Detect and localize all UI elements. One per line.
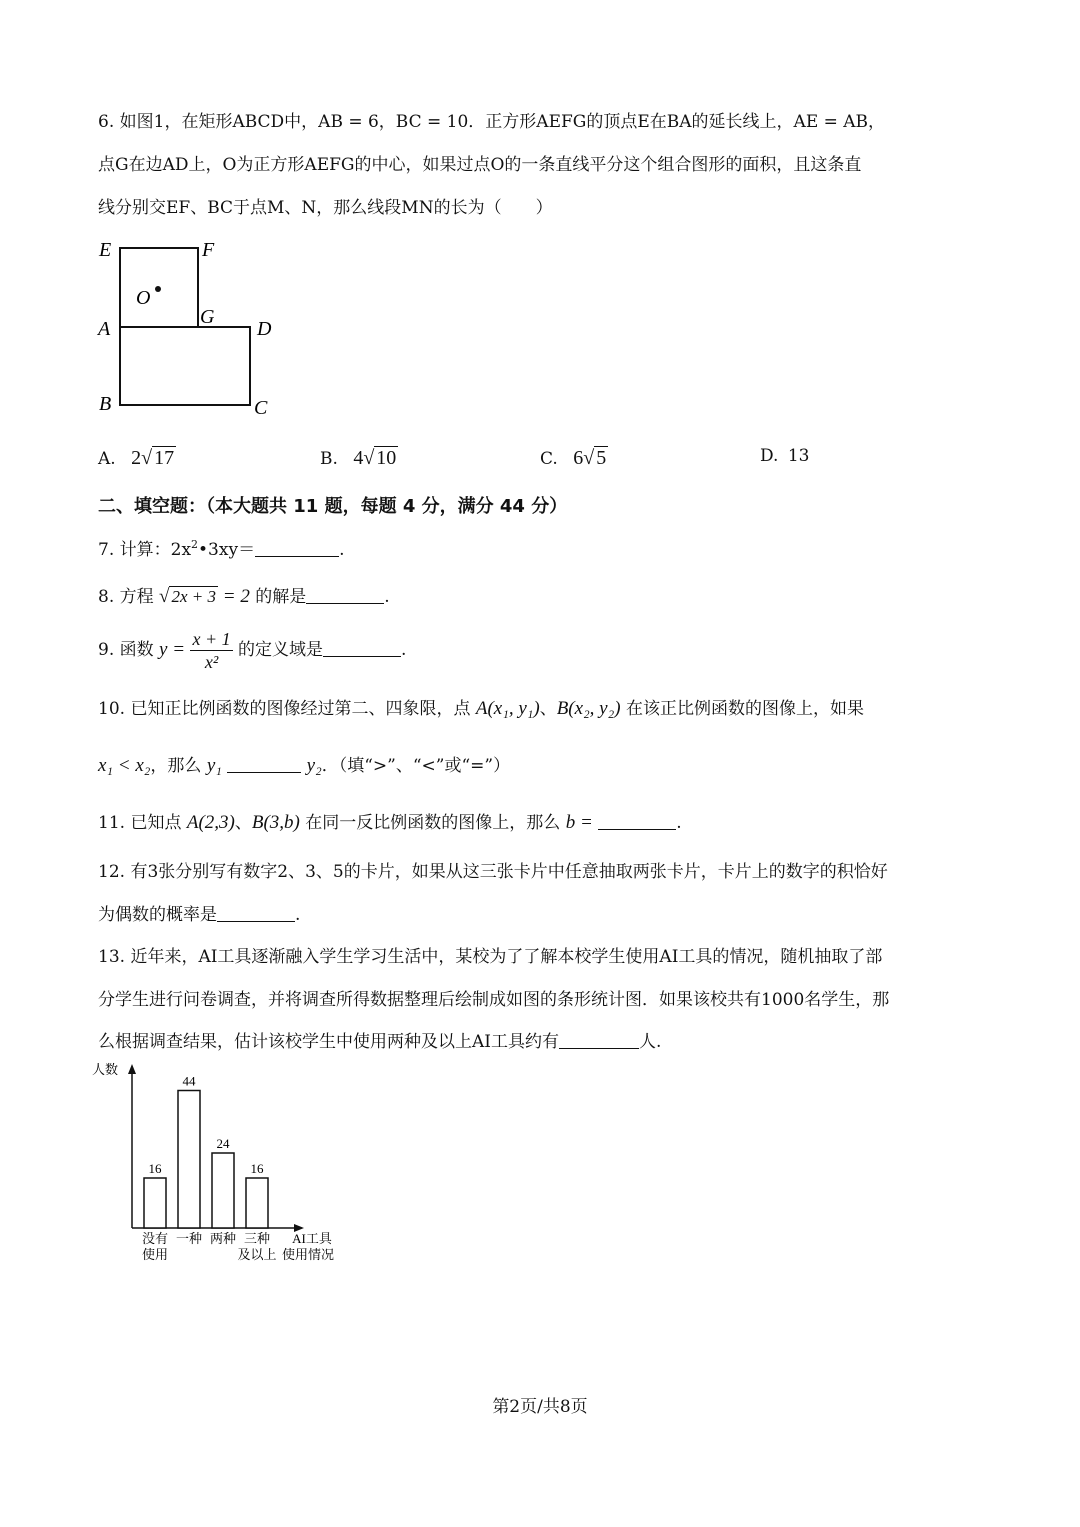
q7-expression: •3xy＝ bbox=[198, 540, 256, 560]
q13-line-2: 分学生进行问卷调查，并将调查所得数据整理后绘制成如图的条形统计图．如果该校共有1000名学生，那 bbox=[98, 990, 890, 1010]
q7-answer-blank[interactable] bbox=[255, 542, 339, 557]
bar-1 bbox=[144, 1178, 166, 1228]
q7-end: . bbox=[339, 540, 345, 560]
bar-value-label-3: 24 bbox=[216, 1136, 230, 1151]
option-b-radicand: 10 bbox=[376, 447, 397, 469]
option-b-coef: 4 bbox=[353, 447, 364, 469]
q7 bbox=[98, 538, 344, 560]
q13-line-1: 13. 近年来，AI工具逐渐融入学生学习生活中，某校为了了解本校学生使用AI工具的情况，随机抽取了部 bbox=[98, 947, 883, 967]
y-axis-arrow bbox=[128, 1064, 136, 1074]
category-label-1-2: 使用 bbox=[141, 1247, 169, 1262]
bar-2 bbox=[178, 1091, 200, 1229]
q10-line-1 bbox=[98, 698, 864, 721]
label-d: D bbox=[257, 318, 272, 340]
option-d bbox=[760, 446, 809, 466]
q13-end: 人. bbox=[639, 1032, 662, 1052]
q10-separator: 、 bbox=[539, 699, 557, 719]
bar-value-label-1: 16 bbox=[148, 1161, 162, 1176]
category-label-1-1: 没有 bbox=[141, 1231, 169, 1246]
category-label-4-1: 三种 bbox=[243, 1231, 271, 1246]
q8-suffix: 的解是 bbox=[255, 587, 307, 607]
bar-value-label-4: 16 bbox=[250, 1161, 264, 1176]
q11-point-a: A(2,3) bbox=[186, 812, 235, 833]
option-b-label: B. bbox=[320, 449, 338, 469]
category-label-3-1: 两种 bbox=[209, 1231, 237, 1246]
q8-prefix: 8. 方程 bbox=[98, 587, 154, 607]
label-o: O bbox=[136, 287, 151, 309]
q9-answer-blank[interactable] bbox=[323, 642, 401, 657]
option-b: B. 4√ 10 bbox=[320, 447, 397, 469]
q6-figure bbox=[90, 232, 290, 422]
q11-point-b: B(3,b) bbox=[251, 812, 300, 833]
bar-value-label-2: 44 bbox=[182, 1073, 196, 1089]
q8-radicand: 2x + 3 bbox=[171, 587, 216, 606]
q9-prefix: 9. 函数 bbox=[98, 640, 154, 660]
option-d-value: 13 bbox=[787, 446, 810, 466]
q12-end: . bbox=[295, 905, 301, 925]
q8: 8. 方程 √ 2x + 3 = 2 的解是 . bbox=[98, 586, 390, 607]
option-c-radicand: 5 bbox=[596, 447, 607, 469]
label-g: G bbox=[200, 306, 215, 328]
q6-line-2: 点G在边AD上，O为正方形AEFG的中心，如果过点O的一条直线平分这个组合图形的面积，且这条直 bbox=[98, 155, 862, 175]
option-d-label: D. bbox=[760, 446, 779, 466]
y-axis-label: 人数 bbox=[92, 1062, 119, 1077]
q10-text-a: 10. 已知正比例函数的图像经过第二、四象限，点 bbox=[98, 699, 471, 719]
q9 bbox=[98, 628, 406, 673]
q10-text-d: ．（填“>”、“<”或“=”） bbox=[321, 756, 511, 776]
q13-line-3 bbox=[98, 1032, 661, 1052]
q12-text: 为偶数的概率是 bbox=[98, 905, 217, 925]
q10-point-b: B(x₂, y₂) bbox=[556, 698, 621, 719]
q11-text: 在同一反比例函数的图像上，那么 bbox=[305, 813, 561, 833]
x-axis-label-1: AI工具 bbox=[292, 1231, 332, 1246]
q9-denominator: x² bbox=[204, 652, 219, 672]
q11-end: . bbox=[676, 813, 682, 833]
category-label-2-1: 一种 bbox=[175, 1231, 203, 1246]
q12-answer-blank[interactable] bbox=[217, 907, 295, 922]
bar-3 bbox=[212, 1153, 234, 1228]
category-label-4-2: 及以上 bbox=[237, 1247, 277, 1262]
option-c: C. 6√ 5 bbox=[540, 447, 607, 469]
option-c-coef: 6 bbox=[573, 447, 584, 469]
bar-chart bbox=[90, 1060, 370, 1270]
q10-y1: y₁ bbox=[206, 755, 222, 776]
q8-end: . bbox=[384, 587, 390, 607]
x-axis-label-2: 使用情况 bbox=[281, 1247, 335, 1262]
q9-fraction bbox=[190, 628, 232, 673]
q13-answer-blank[interactable] bbox=[559, 1034, 639, 1049]
q6-line-3: 线分别交EF、BC于点M、N，那么线段MN的长为（ ） bbox=[98, 198, 553, 218]
page-footer: 第2页/共8页 bbox=[492, 1397, 588, 1417]
bar-4 bbox=[246, 1178, 268, 1228]
label-f: F bbox=[202, 239, 215, 261]
q11-separator: 、 bbox=[234, 813, 252, 833]
option-c-label: C. bbox=[540, 449, 558, 469]
q12-line-1: 12. 有3张分别写有数字2、3、5的卡片，如果从这三张卡片中任意抽取两张卡片，卡片上的数字的积恰好 bbox=[98, 862, 888, 882]
section-heading: 二、填空题：（本大题共 11 题，每题 4 分，满分 44 分） bbox=[98, 496, 568, 517]
q9-suffix: 的定义域是 bbox=[238, 640, 323, 660]
q10-text-b: 在该正比例函数的图像上，如果 bbox=[625, 699, 864, 719]
q10-answer-blank[interactable] bbox=[227, 758, 301, 773]
q10-y2: y₂ bbox=[306, 755, 322, 776]
label-b: B bbox=[99, 393, 112, 415]
q11-answer-blank[interactable] bbox=[598, 815, 676, 830]
q11-variable: b = bbox=[565, 812, 593, 833]
q6-line-1: 6. 如图1，在矩形ABCD中，AB = 6，BC = 10．正方形AEFG的顶点E在BA的延长线上，AE = AB， bbox=[98, 112, 886, 132]
option-a-coef: 2 bbox=[131, 447, 142, 469]
q9-numerator: x + 1 bbox=[192, 629, 231, 649]
q10-condition: x₁ < x₂ bbox=[98, 755, 151, 776]
q10-text-c: ，那么 bbox=[150, 756, 202, 776]
option-a-radicand: 17 bbox=[154, 447, 175, 469]
option-a: A. 2√ 17 bbox=[98, 447, 175, 469]
center-point-o bbox=[155, 286, 161, 292]
q8-answer-blank[interactable] bbox=[306, 589, 384, 604]
q7-exponent: 2 bbox=[191, 538, 199, 551]
q7-prefix: 7. 计算：2x bbox=[98, 540, 192, 560]
rectangle-abcd bbox=[120, 327, 250, 405]
label-e: E bbox=[99, 239, 112, 261]
q10-point-a: A(x₁, y₁) bbox=[475, 698, 540, 719]
label-c: C bbox=[254, 397, 268, 419]
option-a-label: A. bbox=[98, 449, 116, 469]
q9-end: . bbox=[401, 640, 407, 660]
q11-prefix: 11. 已知点 bbox=[98, 813, 182, 833]
label-a: A bbox=[98, 318, 111, 340]
q13-text: 么根据调查结果，估计该校学生中使用两种及以上AI工具约有 bbox=[98, 1032, 559, 1052]
q8-equals: = 2 bbox=[218, 586, 250, 607]
q9-y: y = bbox=[159, 639, 186, 660]
q12-line-2 bbox=[98, 905, 300, 925]
q10-line-2 bbox=[98, 755, 510, 778]
q11 bbox=[98, 812, 682, 835]
